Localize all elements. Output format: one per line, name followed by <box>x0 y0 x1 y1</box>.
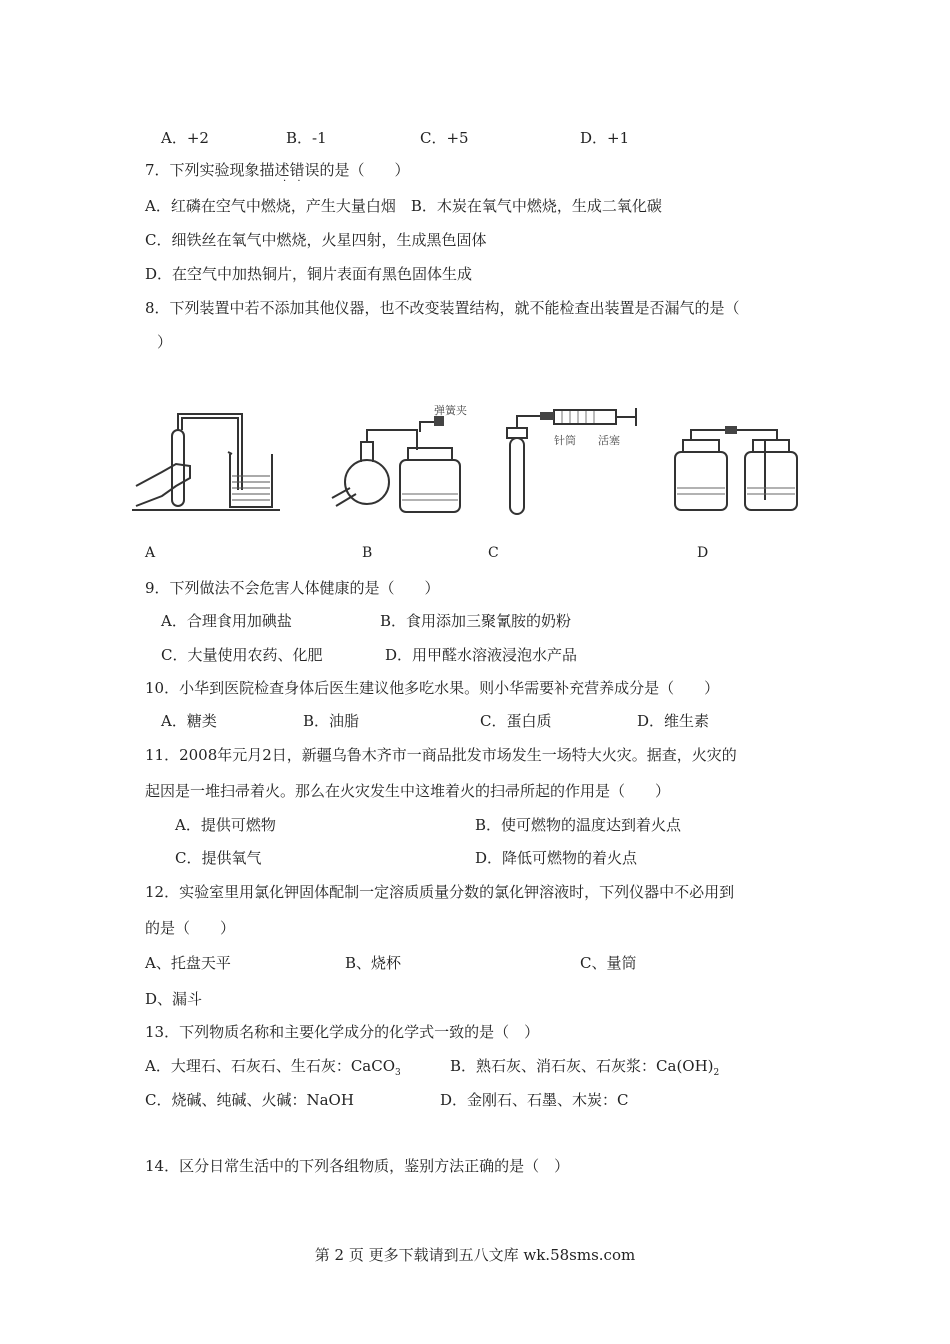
q6-option-c: C．+5 <box>420 129 469 147</box>
q7-stem: 7．下列实验现象描述错误的是（ ） <box>145 161 410 179</box>
q7-option-d: D．在空气中加热铜片，铜片表面有黑色固体生成 <box>145 265 473 283</box>
q14-stem: 14．区分日常生活中的下列各组物质，鉴别方法正确的是（ ） <box>145 1157 570 1175</box>
q11-stem-line1: 11．2008年元月2日，新疆乌鲁木齐市一商品批发市场发生一场特大火灾。据查，火灾的 <box>145 746 737 764</box>
apparatus-c-figure <box>490 402 650 517</box>
q11-option-a: A．提供可燃物 <box>175 816 276 834</box>
q6-option-d: D．+1 <box>580 129 630 147</box>
q12-option-c: C、量筒 <box>580 954 637 972</box>
syringe-label: 针筒 <box>554 434 576 447</box>
q10-stem: 10．小华到医院检查身体后医生建议他多吃水果。则小华需要补充营养成分是（ ） <box>145 679 720 697</box>
q12-stem-line1: 12．实验室里用氯化钾固体配制一定溶质质量分数的氯化钾溶液时，下列仪器中不必用到 <box>145 883 735 901</box>
q13-option-a: A．大理石、石灰石、生石灰：CaCO$_3$ <box>145 1057 401 1078</box>
q12-stem-line2: 的是（ ） <box>145 919 236 937</box>
q13-option-c: C．烧碱、纯碱、火碱：NaOH <box>145 1091 354 1109</box>
q7-options-ab: A．红磷在空气中燃烧，产生大量白烟 B．木炭在氧气中燃烧，生成二氧化碳 <box>145 197 662 215</box>
q11-option-d: D．降低可燃物的着火点 <box>475 849 638 867</box>
apparatus-d-figure <box>665 402 815 517</box>
apparatus-a-figure <box>132 402 282 517</box>
q11-stem-line2: 起因是一堆扫帚着火。那么在火灾发生中这堆着火的扫帚所起的作用是（ ） <box>145 782 671 800</box>
q13-option-b: B．熟石灰、消石灰、石灰浆：$Ca(OH)_2$ <box>450 1057 720 1078</box>
q10-option-c: C．蛋白质 <box>480 712 552 730</box>
q13-stem: 13．下列物质名称和主要化学成分的化学式一致的是（ ） <box>145 1023 540 1041</box>
q9-stem: 9．下列做法不会危害人体健康的是（ ） <box>145 579 440 597</box>
q12-option-d: D、漏斗 <box>145 990 203 1008</box>
q10-option-d: D．维生素 <box>637 712 710 730</box>
q9-option-c: C．大量使用农药、化肥 <box>161 646 323 664</box>
piston-label: 活塞 <box>598 434 620 447</box>
spring-clip-label: 弹簧夹 <box>434 404 467 417</box>
q8-stem-line1: 8．下列装置中若不添加其他仪器，也不改变装置结构，就不能检查出装置是否漏气的是（ <box>145 299 740 317</box>
q13-option-d: D．金刚石、石墨、木炭：C <box>440 1091 629 1109</box>
emphasis-dots: · · <box>283 176 305 187</box>
q10-option-a: A．糖类 <box>161 712 217 730</box>
figure-label-c: C <box>488 545 499 561</box>
q10-option-b: B．油脂 <box>303 712 360 730</box>
q11-option-b: B．使可燃物的温度达到着火点 <box>475 816 682 834</box>
figure-label-a: A <box>145 545 156 561</box>
q12-option-a: A、托盘天平 <box>145 954 231 972</box>
q9-option-a: A．合理食用加碘盐 <box>161 612 292 630</box>
q9-option-b: B．食用添加三聚氰胺的奶粉 <box>380 612 572 630</box>
q8-stem-line2: ） <box>157 333 173 351</box>
q6-option-a: A．+2 <box>161 129 209 147</box>
q6-option-b: B．-1 <box>286 129 327 147</box>
figure-label-b: B <box>362 545 373 561</box>
apparatus-b-figure <box>322 402 497 517</box>
page-footer: 第 2 页 更多下载请到五八文库 wk.58sms.com <box>314 1246 636 1264</box>
q11-option-c: C．提供氧气 <box>175 849 262 867</box>
figure-label-d: D <box>697 545 709 561</box>
q9-option-d: D．用甲醛水溶液浸泡水产品 <box>385 646 578 664</box>
q7-option-c: C．细铁丝在氧气中燃烧，火星四射，生成黑色固体 <box>145 231 487 249</box>
q12-option-b: B、烧杯 <box>345 954 402 972</box>
